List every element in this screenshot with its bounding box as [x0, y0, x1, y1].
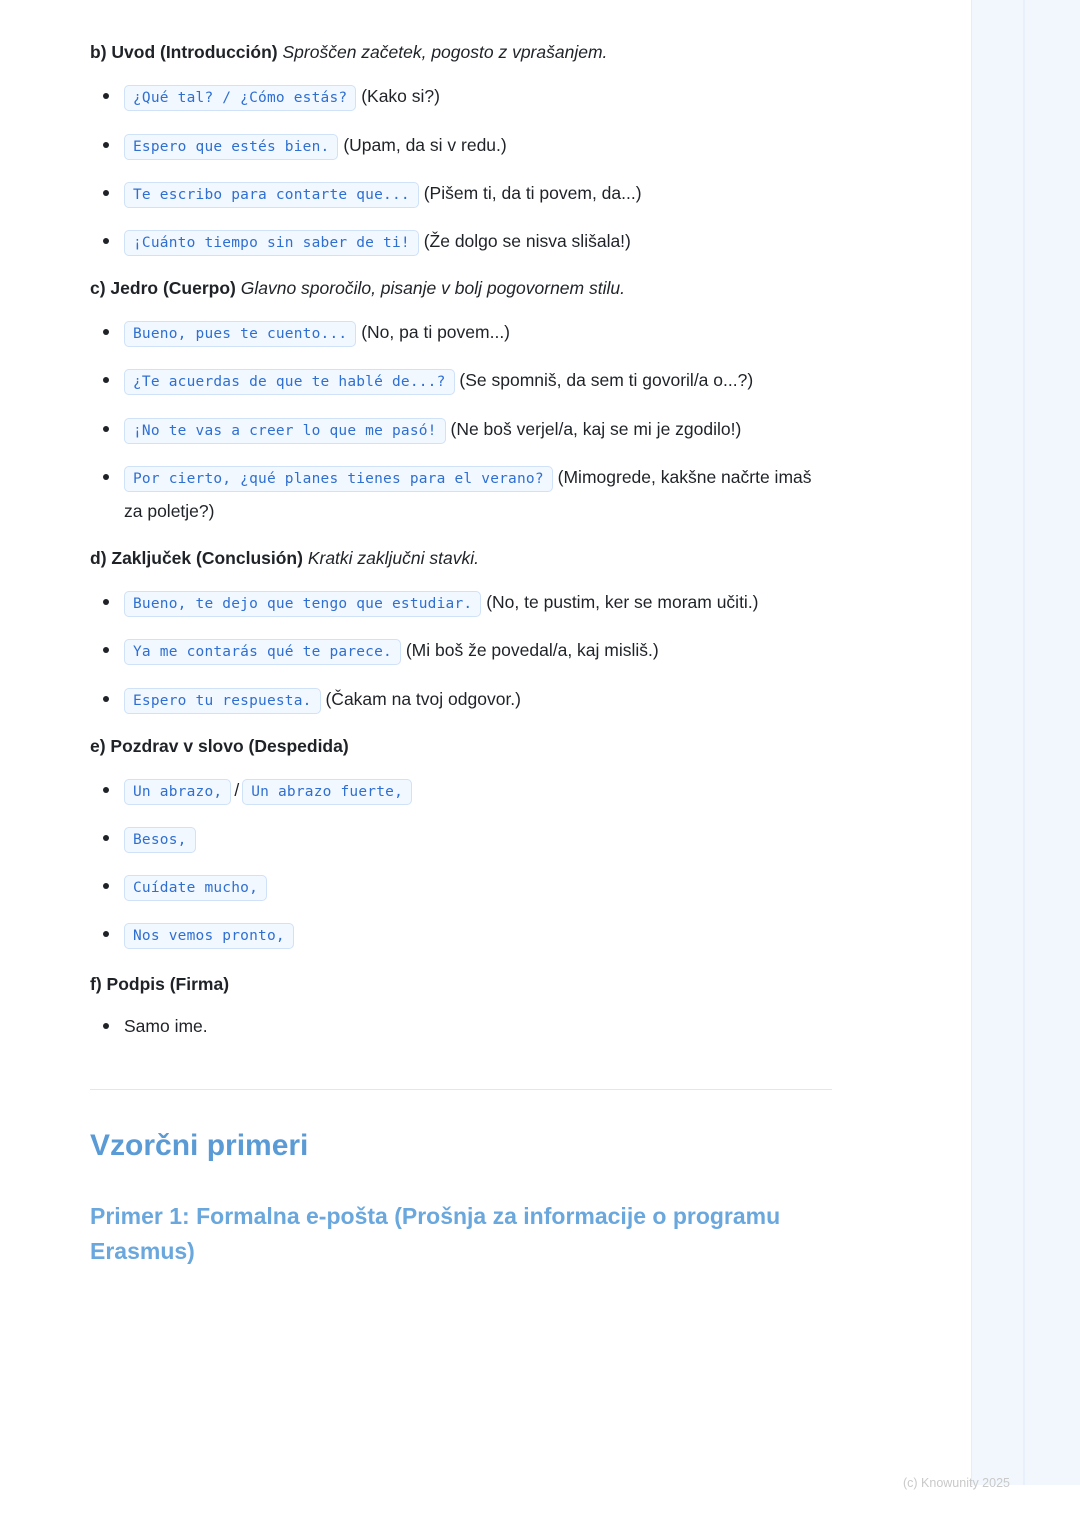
list-item: [90, 585, 832, 619]
slovene-gloss: (Že dolgo se nisva slišala!): [423, 230, 631, 251]
section-heading-podpis: [90, 972, 832, 997]
spanish-phrase: Un abrazo,: [124, 779, 231, 805]
slovene-gloss: (Kako si?): [361, 86, 440, 107]
plain-text: Samo ime.: [124, 1015, 208, 1036]
spanish-phrase: Espero tu respuesta.: [124, 688, 321, 714]
list-item: [90, 460, 832, 528]
document-content: [90, 40, 832, 1268]
slovene-gloss: (Mi boš že povedal/a, kaj misliš.): [405, 640, 659, 661]
slovene-gloss: (Pišem ti, da ti povem, da...): [423, 182, 642, 203]
spanish-phrase: ¿Te acuerdas de que te hablé de...?: [124, 369, 455, 395]
list-item: [90, 821, 832, 855]
section-heading-italic: Sproščen začetek, pogosto z vprašanjem.: [282, 42, 608, 62]
phrase-separator: /: [234, 780, 240, 800]
list-item: [90, 917, 832, 951]
spanish-phrase: ¿Qué tal? / ¿Cómo estás?: [124, 85, 356, 111]
section-heading-pozdrav: [90, 734, 832, 759]
phrase-list-pozdrav: [90, 773, 832, 952]
phrase-list-jedro: [90, 315, 832, 528]
list-item: [90, 128, 832, 162]
spanish-phrase: ¡Cuánto tiempo sin saber de ti!: [124, 230, 419, 256]
list-item: [90, 176, 832, 210]
section-heading-bold: e) Pozdrav v slovo (Despedida): [90, 735, 349, 756]
section-heading-bold: b) Uvod (Introducción): [90, 42, 278, 62]
list-item: [90, 79, 832, 113]
spanish-phrase: Espero que estés bien.: [124, 134, 338, 160]
spanish-phrase: Por cierto, ¿qué planes tienes para el verano?: [124, 466, 553, 492]
list-item: [90, 682, 832, 716]
list-item: [90, 869, 832, 903]
slovene-gloss: (Upam, da si v redu.): [343, 134, 507, 155]
spanish-phrase: Te escribo para contarte que...: [124, 182, 419, 208]
section-heading-bold: c) Jedro (Cuerpo): [90, 277, 236, 298]
section-divider: [90, 1089, 832, 1090]
spanish-phrase: Besos,: [124, 827, 196, 853]
slovene-gloss: (Mimogrede, kakšne načrte imaš za poletje?): [124, 466, 812, 521]
phrase-list-uvod: [90, 79, 832, 258]
phrase-list-zakljucek: [90, 585, 832, 715]
list-item: [90, 633, 832, 667]
section-heading-bold: f) Podpis (Firma): [90, 973, 230, 994]
page-side-panel: [971, 0, 1080, 1485]
list-item: [90, 363, 832, 397]
slovene-gloss: (No, te pustim, ker se moram učiti.): [486, 592, 759, 613]
spanish-phrase: Cuídate mucho,: [124, 875, 267, 901]
example-1-title: Primer 1: Formalna e-pošta (Prošnja za informacije o programu Erasmus): [90, 1203, 781, 1264]
section-heading-italic: Glavno sporočilo, pisanje v bolj pogovornem stilu.: [240, 277, 625, 298]
section-heading-bold: d) Zaključek (Conclusión): [90, 547, 303, 568]
page-title-examples: Vzorčni primeri: [90, 1129, 309, 1162]
spanish-phrase: Bueno, te dejo que tengo que estudiar.: [124, 591, 481, 617]
spanish-phrase: Ya me contarás qué te parece.: [124, 639, 401, 665]
section-heading-uvod: [90, 40, 832, 65]
slovene-gloss: (No, pa ti povem...): [361, 322, 511, 343]
spanish-phrase: ¡No te vas a creer lo que me pasó!: [124, 418, 446, 444]
slovene-gloss: (Čakam na tvoj odgovor.): [325, 688, 521, 709]
list-item: [90, 773, 832, 807]
list-item: [90, 315, 832, 349]
list-item: [90, 224, 832, 258]
section-heading-italic: Kratki zaključni stavki.: [307, 547, 479, 568]
section-heading-zakljucek: [90, 546, 832, 571]
spanish-phrase-alt: Un abrazo fuerte,: [242, 779, 412, 805]
spanish-phrase: Nos vemos pronto,: [124, 923, 294, 949]
section-heading-jedro: [90, 276, 832, 301]
phrase-list-podpis: [90, 1009, 832, 1043]
page-side-panel-line: [1023, 0, 1025, 1485]
list-item: [90, 1009, 832, 1043]
copyright-footer: (c) Knowunity 2025: [902, 1476, 1010, 1490]
slovene-gloss: (Ne boš verjel/a, kaj se mi je zgodilo!): [450, 418, 742, 439]
slovene-gloss: (Se spomniš, da sem ti govoril/a o...?): [459, 370, 754, 391]
spanish-phrase: Bueno, pues te cuento...: [124, 321, 356, 347]
list-item: [90, 412, 832, 446]
